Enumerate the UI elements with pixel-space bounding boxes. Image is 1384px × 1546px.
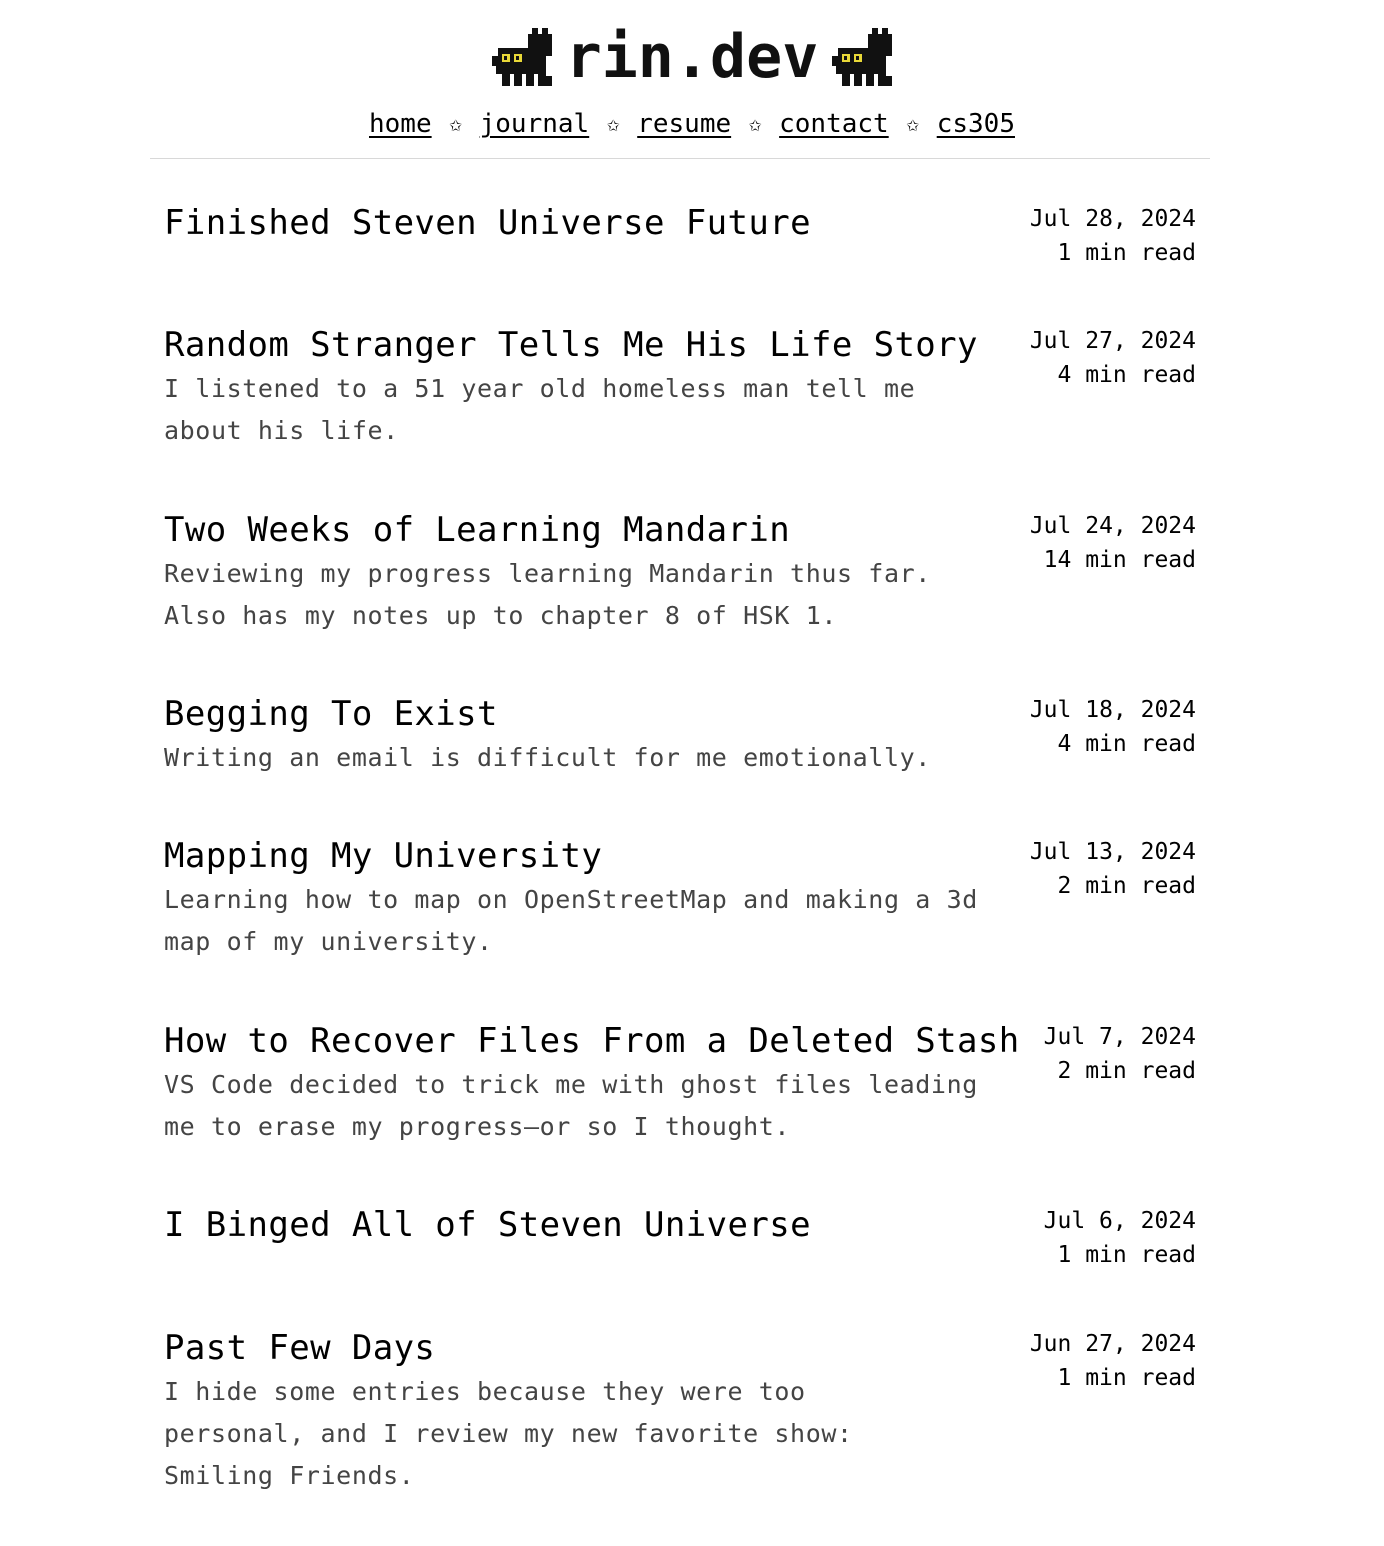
post-description: VS Code decided to trick me with ghost files leading me to erase my progress—or so I thought. [164, 1070, 978, 1141]
post-read-time: 4 min read [1057, 362, 1196, 388]
post-meta [1030, 509, 1196, 577]
post-description: I listened to a 51 year old homeless man tell me about his life. [164, 374, 916, 445]
star-separator-icon: ✩ [606, 111, 620, 137]
post-description: Learning how to map on OpenStreetMap and making a 3d map of my university. [164, 885, 978, 956]
site-title-row [0, 22, 1384, 92]
star-separator-icon: ✩ [449, 111, 463, 137]
post-title[interactable]: Random Stranger Tells Me His Life Story [164, 325, 978, 365]
post-description: Reviewing my progress learning Mandarin thus far. Also has my notes up to chapter 8 of HSK 1. [164, 559, 931, 630]
nav-link-resume[interactable]: resume [637, 109, 732, 139]
star-separator-icon: ✩ [906, 111, 920, 137]
nav-link-journal[interactable]: journal [479, 109, 590, 139]
post-item [164, 693, 1196, 783]
post-date: Jul 6, 2024 [1043, 1208, 1196, 1234]
main-nav [0, 106, 1384, 142]
post-date: Jun 27, 2024 [1029, 1331, 1196, 1357]
post-meta [1030, 1327, 1196, 1395]
post-item [164, 1204, 1196, 1284]
post-date: Jul 24, 2024 [1029, 513, 1196, 539]
post-title[interactable]: How to Recover Files From a Deleted Stash [164, 1021, 1020, 1061]
post-meta [1044, 1020, 1196, 1088]
post-read-time: 1 min read [1057, 1242, 1196, 1268]
post-title[interactable]: Begging To Exist [164, 694, 498, 734]
post-description: Writing an email is difficult for me emotionally. [164, 743, 931, 772]
post-date: Jul 27, 2024 [1029, 328, 1196, 354]
post-item [164, 1327, 1196, 1502]
post-title[interactable]: Finished Steven Universe Future [164, 203, 811, 243]
post-read-time: 1 min read [1057, 240, 1196, 266]
black-cat-icon-right [832, 26, 892, 88]
post-title[interactable]: Two Weeks of Learning Mandarin [164, 510, 791, 550]
star-separator-icon: ✩ [748, 111, 762, 137]
post-item [164, 1020, 1196, 1150]
post-date: Jul 18, 2024 [1029, 697, 1196, 723]
post-item [164, 202, 1196, 282]
post-read-time: 2 min read [1057, 873, 1196, 899]
post-item [164, 835, 1196, 965]
post-read-time: 14 min read [1043, 547, 1196, 573]
post-read-time: 4 min read [1057, 731, 1196, 757]
nav-link-home[interactable]: home [369, 109, 432, 139]
black-cat-icon-left [492, 26, 552, 88]
post-date: Jul 28, 2024 [1029, 206, 1196, 232]
post-title[interactable]: I Binged All of Steven Universe [164, 1205, 811, 1245]
site-title[interactable]: rin.dev [565, 22, 819, 92]
post-description: I hide some entries because they were too personal, and I review my new favorite show: Smiling Friends. [164, 1377, 853, 1490]
post-title[interactable]: Mapping My University [164, 836, 603, 876]
post-meta [1030, 693, 1196, 761]
post-read-time: 2 min read [1057, 1058, 1196, 1084]
nav-link-contact[interactable]: contact [779, 109, 889, 139]
post-item [164, 509, 1196, 639]
post-read-time: 1 min read [1057, 1365, 1196, 1391]
post-title[interactable]: Past Few Days [164, 1328, 436, 1368]
header-divider [150, 158, 1210, 159]
post-meta [1030, 202, 1196, 270]
post-date: Jul 13, 2024 [1029, 839, 1196, 865]
post-meta [1030, 835, 1196, 903]
nav-link-cs305[interactable]: cs305 [936, 109, 1015, 139]
post-meta [1030, 324, 1196, 392]
post-date: Jul 7, 2024 [1043, 1024, 1196, 1050]
post-item [164, 324, 1196, 454]
post-meta [1044, 1204, 1196, 1272]
